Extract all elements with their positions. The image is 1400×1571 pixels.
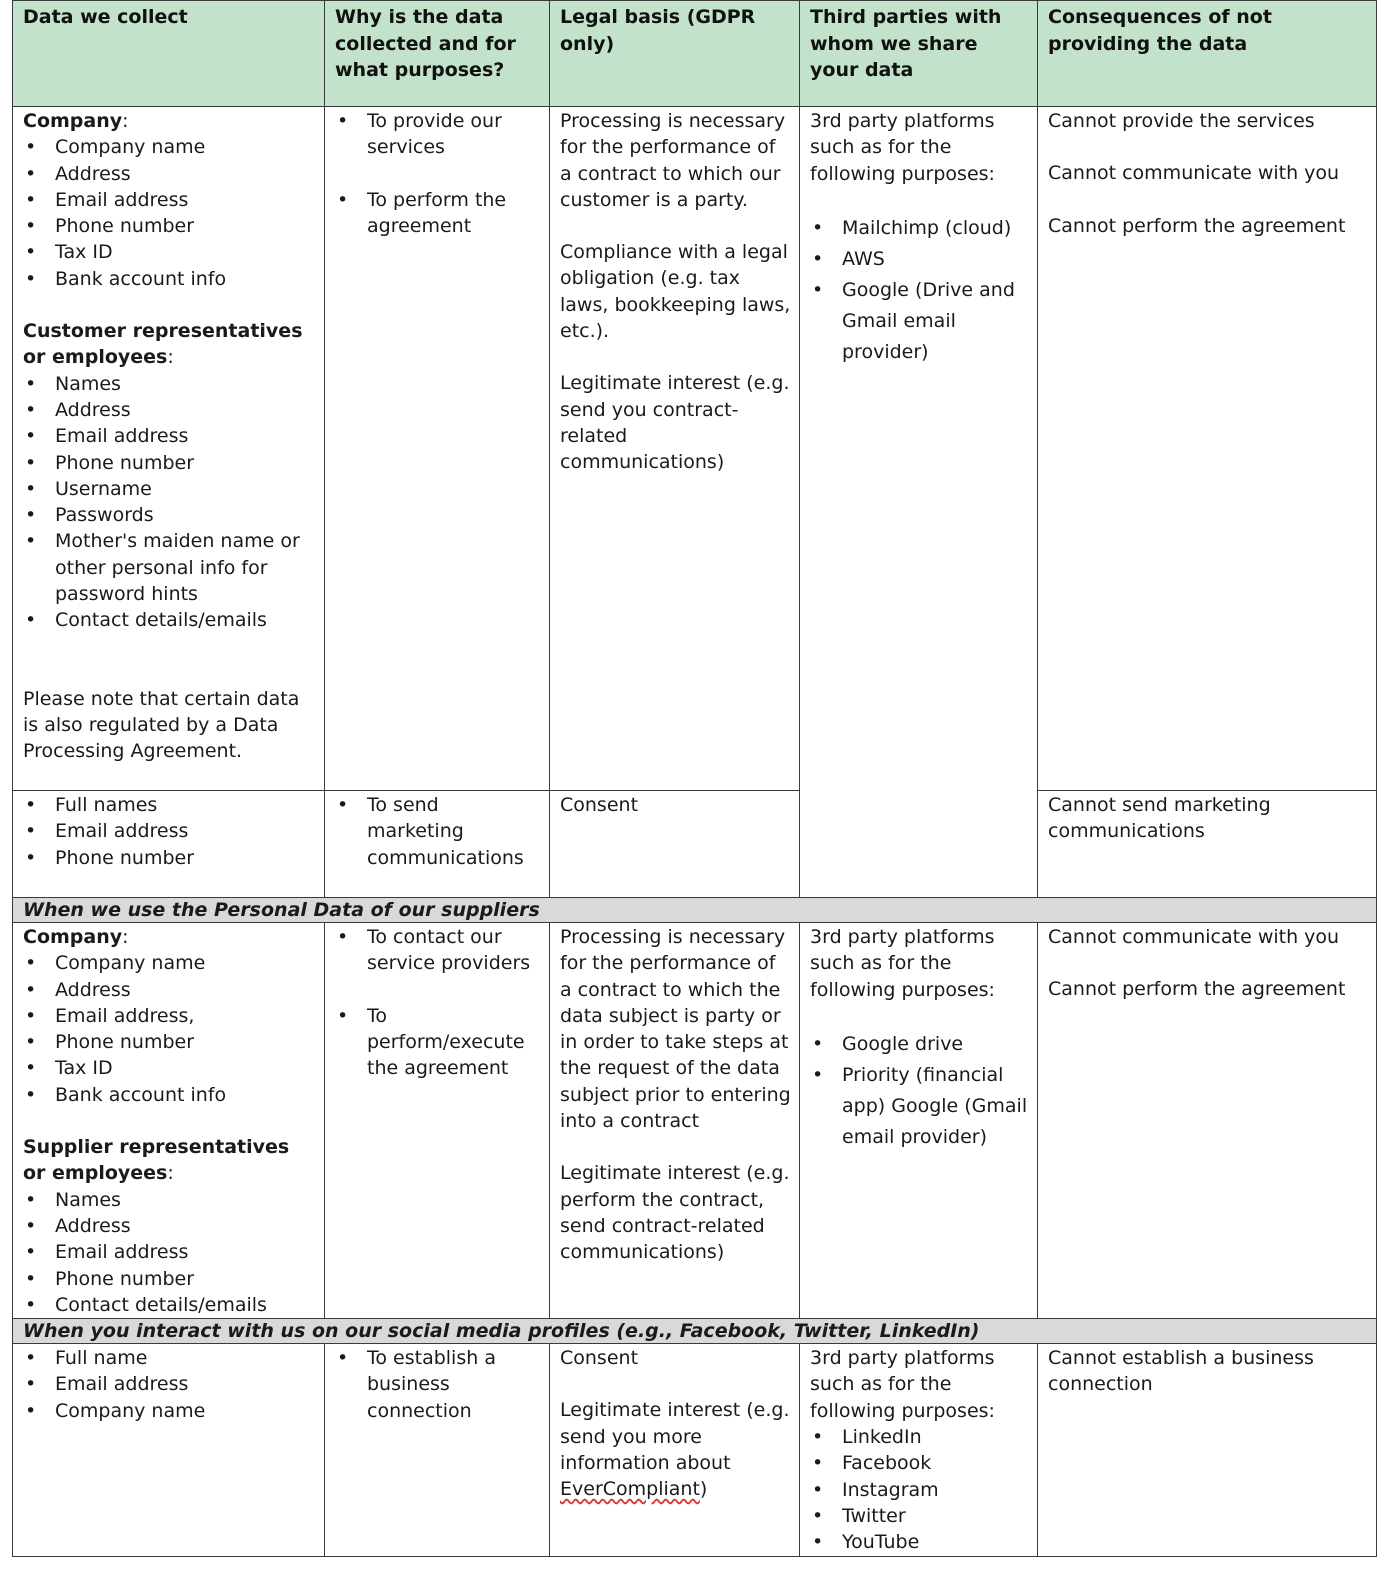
marketing-purpose-cell: [325, 791, 550, 898]
list-item: • Passwords: [23, 502, 316, 528]
legal-paragraph: Compliance with a legal obligation (e.g. tax laws, bookkeeping laws, etc.).: [560, 241, 791, 343]
customers-company-list: [23, 134, 316, 292]
third-party-intro: 3rd party platforms such as for the following purposes:: [810, 926, 995, 1001]
marketing-row: [13, 791, 1377, 898]
social-data-cell: [13, 1344, 325, 1556]
marketing-consequence-cell: Cannot send marketing communications: [1038, 791, 1377, 898]
list-item: • Google (Drive and Gmail email provider): [810, 275, 1029, 368]
suppliers-row: [13, 923, 1377, 1319]
reps-label-text: Supplier representatives or employees: [23, 1136, 290, 1185]
legal-paragraph: Legitimate interest (e.g. perform the contract, send contract-related communications): [560, 1162, 790, 1264]
list-item: • Contact details/emails: [23, 1292, 316, 1318]
list-item: • To send marketing communications: [335, 792, 541, 871]
list-item: • Company name: [23, 1398, 316, 1424]
social-consequence-cell: Cannot establish a business connection: [1038, 1344, 1377, 1556]
suppliers-company-label: Company:: [23, 926, 129, 948]
customers-reps-list: [23, 371, 316, 634]
list-item: • Google drive: [810, 1029, 1029, 1060]
legal-paragraph: Processing is necessary for the performance of a contract to which the data subject is party or in order to take steps at the request of the data subject prior to entering into a contract: [560, 926, 791, 1133]
list-item: • Names: [23, 1187, 316, 1213]
customers-reps-label: Customer representatives or employees:: [23, 320, 303, 369]
list-item: • Bank account info: [23, 266, 316, 292]
list-item: • Email address,: [23, 1003, 316, 1029]
suppliers-company-list: [23, 950, 316, 1108]
list-item: • Email address: [23, 423, 316, 449]
header-third-parties: Third parties with whom we share your data: [800, 1, 1038, 107]
header-consequences: Consequences of not providing the data: [1038, 1, 1377, 107]
list-item: • Mailchimp (cloud): [810, 213, 1029, 244]
list-item: • Address: [23, 977, 316, 1003]
third-party-intro: 3rd party platforms such as for the following purposes:: [810, 1347, 995, 1422]
social-row: [13, 1344, 1377, 1556]
list-item: • AWS: [810, 244, 1029, 275]
header-data-we-collect: Data we collect: [13, 1, 325, 107]
list-item: • Address: [23, 161, 316, 187]
social-purpose-list: [335, 1345, 541, 1424]
social-purpose-cell: [325, 1344, 550, 1556]
marketing-legal-cell: Consent: [550, 791, 800, 898]
list-item: • Full names: [23, 792, 316, 818]
list-item: • Contact details/emails: [23, 607, 316, 633]
social-section-title: When you interact with us on our social media profiles (e.g., Facebook, Twitter, LinkedIn): [13, 1319, 1377, 1344]
consequence-text: Cannot perform the agreement: [1048, 214, 1346, 237]
consequence-text: Cannot provide the services: [1048, 110, 1315, 132]
list-item: • Names: [23, 371, 316, 397]
legal-paragraph: [560, 1397, 791, 1502]
header-purposes: Why is the data collected and for what purposes?: [325, 1, 550, 107]
list-item: • Bank account info: [23, 1082, 316, 1108]
list-item: • Phone number: [23, 845, 316, 871]
list-item: • Address: [23, 1213, 316, 1239]
suppliers-section-row: [13, 898, 1377, 923]
list-item: • Mother's maiden name or other personal info for password hints: [23, 528, 316, 607]
social-third-party-list: [810, 1424, 1029, 1555]
suppliers-reps-list: [23, 1187, 316, 1318]
list-item: • Company name: [23, 134, 316, 160]
legal-paragraph: Consent: [560, 1347, 639, 1370]
social-section-row: [13, 1319, 1377, 1344]
legal-interest-text: Legitimate interest (e.g. send you more information about: [560, 1399, 790, 1475]
suppliers-purpose-cell: [325, 923, 550, 1319]
suppliers-third-party-cell: [800, 923, 1038, 1319]
marketing-data-list: [23, 792, 316, 871]
customers-consequences-cell: [1038, 107, 1377, 791]
social-legal-cell: [550, 1344, 800, 1556]
list-item: • To perform/execute the agreement: [335, 1003, 541, 1082]
list-item: • LinkedIn: [810, 1424, 1029, 1450]
list-item: • To perform the agreement: [335, 187, 541, 240]
company-label-text: Company: [23, 110, 123, 132]
list-item: • Tax ID: [23, 239, 316, 265]
list-item: • Twitter: [810, 1503, 1029, 1529]
social-third-party-cell: [800, 1344, 1038, 1556]
list-item: • To provide our services: [335, 108, 541, 161]
list-item: • Phone number: [23, 213, 316, 239]
suppliers-third-party-list: [810, 1029, 1029, 1153]
suppliers-purpose-list: [335, 924, 541, 1081]
marketing-purpose-list: [335, 792, 541, 871]
social-data-list: [23, 1345, 316, 1424]
list-item: • Phone number: [23, 1266, 316, 1292]
suppliers-data-cell: [13, 923, 325, 1319]
legal-interest-suffix: ): [699, 1478, 708, 1501]
list-item: • Facebook: [810, 1450, 1029, 1476]
list-item: • Address: [23, 397, 316, 423]
list-item: • Email address: [23, 187, 316, 213]
customers-purpose-cell: [325, 107, 550, 791]
customers-third-party-list: [810, 213, 1029, 368]
customers-company-label: Company:: [23, 110, 129, 132]
suppliers-legal-cell: [550, 923, 800, 1319]
list-item: • Priority (financial app) Google (Gmail email provider): [810, 1060, 1029, 1153]
legal-paragraph: Legitimate interest (e.g. send you contract-related communications): [560, 372, 790, 474]
list-item: • Phone number: [23, 1029, 316, 1055]
list-item: • Company name: [23, 950, 316, 976]
customers-legal-cell: [550, 107, 800, 791]
list-item: • Phone number: [23, 450, 316, 476]
list-item: • YouTube: [810, 1529, 1029, 1555]
list-item: • Tax ID: [23, 1055, 316, 1081]
list-item: • Full name: [23, 1345, 316, 1371]
dpa-note: Please note that certain data is also regulated by a Data Processing Agreement.: [23, 687, 300, 763]
list-item: • Instagram: [810, 1477, 1029, 1503]
list-item: • Email address: [23, 1239, 316, 1265]
customers-third-party-cell: [800, 107, 1038, 898]
suppliers-consequences-cell: [1038, 923, 1377, 1319]
list-item: • To contact our service providers: [335, 924, 541, 977]
consequence-text: Cannot communicate with you: [1048, 926, 1340, 948]
company-label-text: Company: [23, 926, 123, 948]
suppliers-section-title: When we use the Personal Data of our suppliers: [13, 898, 1377, 923]
marketing-data-cell: [13, 791, 325, 898]
list-item: • To establish a business connection: [335, 1345, 541, 1424]
consequence-text: Cannot communicate with you: [1048, 162, 1340, 185]
suppliers-reps-label: Supplier representatives or employees:: [23, 1136, 290, 1185]
gdpr-data-table: [12, 0, 1377, 1557]
header-row: [13, 1, 1377, 107]
brand-name: EverCompliant: [560, 1478, 700, 1501]
list-item: • Email address: [23, 1371, 316, 1397]
header-legal-basis: Legal basis (GDPR only): [550, 1, 800, 107]
customers-row: [13, 107, 1377, 791]
list-item: • Username: [23, 476, 316, 502]
customers-data-cell: [13, 107, 325, 791]
customers-purpose-list: [335, 108, 541, 239]
reps-label-text: Customer representatives or employees: [23, 320, 303, 369]
list-item: • Email address: [23, 818, 316, 844]
third-party-intro: 3rd party platforms such as for the following purposes:: [810, 110, 995, 185]
consequence-text: Cannot perform the agreement: [1048, 978, 1346, 1001]
legal-paragraph: Processing is necessary for the performance of a contract to which our customer is a party.: [560, 110, 786, 211]
